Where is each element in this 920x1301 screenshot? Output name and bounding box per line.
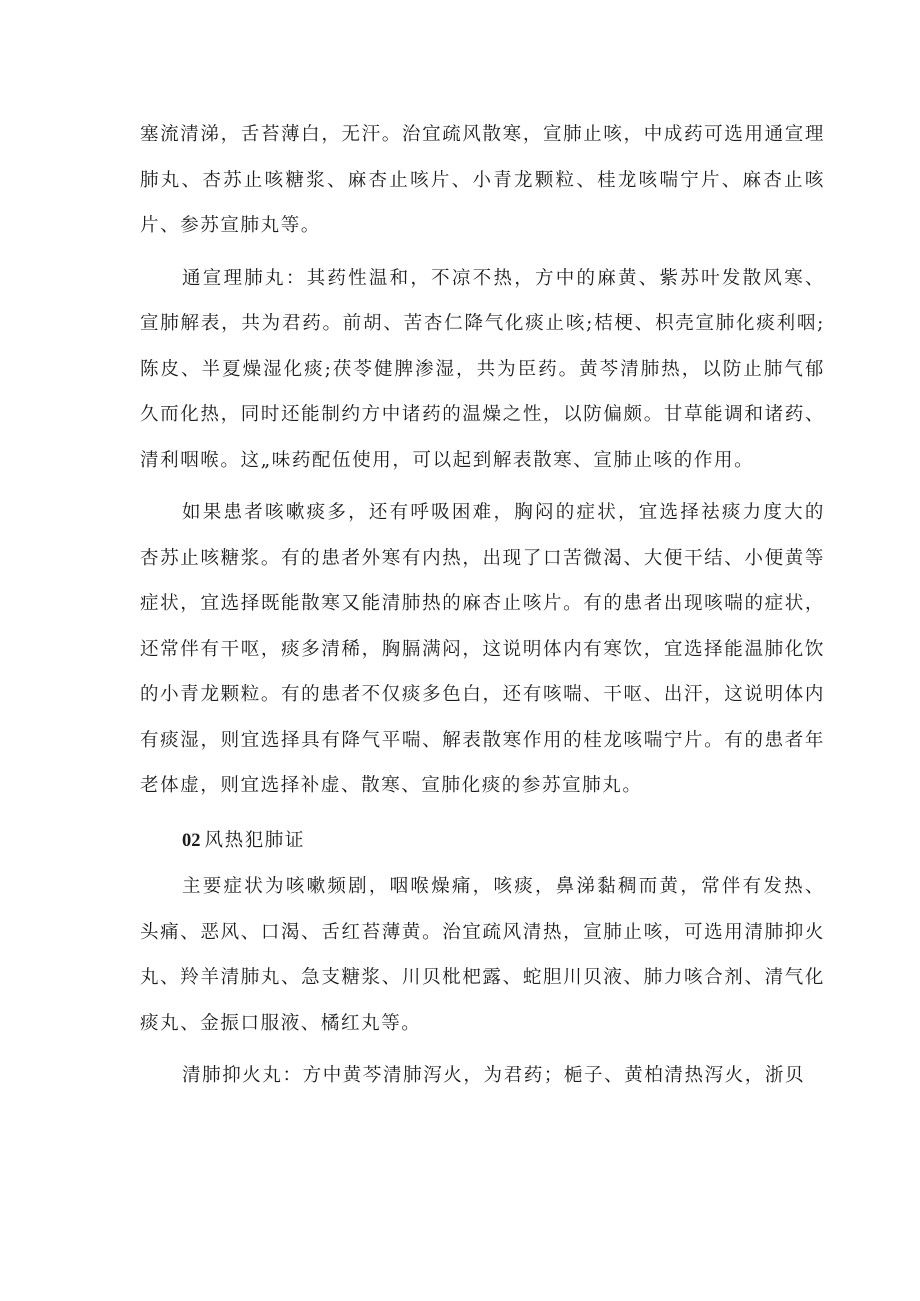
paragraph-cold-symptoms: 塞流清涕，舌苔薄白，无汗。治宜疏风散寒，宣肺止咳，中成药可选用通宣理肺丸、杏苏止咳糖浆、麻杏止咳片、小青龙颗粒、桂龙咳喘宁片、麻杏止咳片、参苏宣肺丸等。	[140, 124, 825, 236]
section-title: 风热犯肺证	[204, 829, 306, 851]
section-heading	[140, 818, 825, 865]
paragraph-tongxuan-lifei-wan: 通宣理肺丸：其药性温和，不凉不热，方中的麻黄、紫苏叶发散风寒、宣肺解表，共为君药。前胡、苦杏仁降气化痰止咳;桔梗、枳壳宣肺化痰利咽;陈皮、半夏燥湿化痰;茯苓健脾渗湿，共为臣药。黄芩清肺热，以防止肺气郁久而化热，同时还能制约方中诸药的温燥之性，以防偏颇。甘草能调和诸药、清利咽喉。这„味药配伍使用，可以起到解表散寒、宣肺止咳的作用。	[140, 267, 825, 471]
document-body	[140, 112, 825, 1099]
section-number: 02	[182, 830, 201, 851]
paragraph-wind-heat-symptoms: 主要症状为咳嗽频剧，咽喉燥痛，咳痰，鼻涕黏稠而黄，常伴有发热、头痛、恶风、口渴、舌红苔薄黄。治宜疏风清热，宣肺止咳，可选用清肺抑火丸、羚羊清肺丸、急支糖浆、川贝枇杷露、蛇胆川贝液、肺力咳合剂、清气化痰丸、金振口服液、橘红丸等。	[140, 876, 825, 1034]
paragraph-medicine-selection: 如果患者咳嗽痰多，还有呼吸困难，胸闷的症状，宜选择祛痰力度大的杏苏止咳糖浆。有的患者外寒有内热，出现了口苦微渴、大便干结、小便黄等症状，宜选择既能散寒又能清肺热的麻杏止咳片。有的患者出现咳喘的症状，还常伴有干呕，痰多清稀，胸膈满闷，这说明体内有寒饮，宜选择能温肺化饮的小青龙颗粒。有的患者不仅痰多色白，还有咳喘、干呕、出汗，这说明体内有痰湿，则宜选择具有降气平喘、解表散寒作用的桂龙咳喘宁片。有的患者年老体虚，则宜选择补虚、散寒、宣肺化痰的参苏宣肺丸。	[140, 502, 825, 796]
paragraph-qingfei-yihuo-wan: 清肺抑火丸：方中黄芩清肺泻火，为君药；梔子、黄柏清热泻火，浙贝	[182, 1065, 806, 1086]
